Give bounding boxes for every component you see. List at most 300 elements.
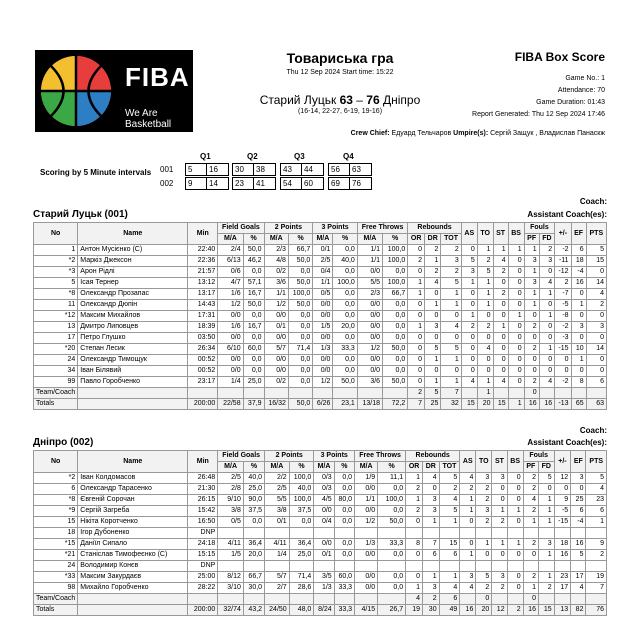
column-header: EF	[571, 223, 586, 245]
table-cell: 25,0	[243, 377, 264, 388]
table-cell: 2	[476, 583, 492, 594]
table-cell: 0/1	[314, 550, 334, 561]
table-cell: 0,0	[383, 311, 408, 322]
table-cell: 0	[586, 311, 606, 322]
table-cell: 100,0	[383, 278, 408, 289]
table-cell: 0,0	[378, 550, 406, 561]
table-cell: 0	[408, 267, 425, 278]
table-cell	[461, 388, 477, 399]
column-header: Rebounds	[408, 223, 462, 234]
table-cell: 4	[493, 377, 508, 388]
table-cell: 3	[461, 267, 477, 278]
table-cell: 1	[477, 300, 493, 311]
table-cell: 3	[423, 583, 440, 594]
table-cell: 0,0	[288, 322, 312, 333]
table-cell: 0	[523, 550, 538, 561]
player-row	[34, 528, 607, 539]
player-row	[34, 473, 607, 484]
table-cell: 0	[508, 366, 524, 377]
table-cell: 13:17	[188, 289, 218, 300]
table-cell: -3	[555, 333, 571, 344]
interval-score: 44	[302, 163, 324, 176]
table-cell: 3	[539, 256, 555, 267]
table-cell: 8/12	[218, 572, 244, 583]
interval-score: 54	[280, 177, 302, 190]
column-header: ST	[492, 451, 507, 473]
table-cell: 37,5	[243, 506, 264, 517]
table-cell: 18:39	[188, 322, 218, 333]
table-cell: Нікіта Коротченко	[78, 517, 188, 528]
column-header: No	[34, 223, 78, 245]
table-cell: 2	[524, 322, 539, 333]
table-cell: 0	[508, 344, 524, 355]
team-a-name: Старий Луцьк	[259, 93, 337, 107]
table-cell	[586, 561, 607, 572]
table-cell: 63	[586, 399, 606, 410]
table-cell: 1	[586, 517, 607, 528]
table-cell: 3	[460, 572, 476, 583]
interval-score: 30	[232, 163, 254, 176]
table-cell: 0	[441, 311, 461, 322]
table-cell: 2	[538, 583, 554, 594]
table-cell: 0	[493, 311, 508, 322]
table-cell: 6	[439, 594, 460, 605]
table-cell	[188, 388, 218, 399]
table-cell: 15:15	[188, 550, 218, 561]
table-cell: 4/8	[264, 256, 288, 267]
table-cell: 17	[554, 583, 571, 594]
table-cell: 0/5	[313, 289, 333, 300]
table-cell: *9	[34, 506, 78, 517]
table-cell: 0	[425, 333, 441, 344]
table-cell: 0,0	[333, 300, 357, 311]
table-cell: 6	[586, 506, 607, 517]
table-cell	[355, 561, 378, 572]
table-cell: 1	[507, 506, 523, 517]
table-cell	[265, 561, 290, 572]
table-cell: Петро Глушко	[78, 333, 188, 344]
table-cell: 0/0	[357, 300, 382, 311]
table-cell: 15	[461, 399, 477, 410]
table-cell: *20	[34, 344, 78, 355]
table-cell: 1	[406, 495, 423, 506]
table-cell: *21	[34, 550, 78, 561]
table-cell: 4	[539, 377, 555, 388]
table-cell: 1/1	[313, 278, 333, 289]
table-cell: 2/5	[218, 473, 244, 484]
table-cell: 17:31	[188, 311, 218, 322]
table-cell: 0,0	[333, 311, 357, 322]
table-cell	[378, 594, 406, 605]
table-cell: 0	[408, 300, 425, 311]
table-cell: 0/0	[264, 355, 288, 366]
table-cell	[492, 561, 507, 572]
table-cell: 03:50	[188, 333, 218, 344]
table-cell: 26,7	[378, 605, 406, 616]
column-header: Field Goals	[218, 451, 265, 462]
interval-score: 69	[328, 177, 350, 190]
table-cell: 5	[425, 388, 441, 399]
table-cell: 5	[538, 473, 554, 484]
table-cell	[476, 561, 492, 572]
table-cell: 3	[476, 473, 492, 484]
score-dash: –	[356, 93, 363, 107]
table-cell: 4	[477, 344, 493, 355]
table-cell: 1	[441, 300, 461, 311]
table-cell: 3	[538, 539, 554, 550]
table-cell: 1	[461, 311, 477, 322]
table-cell: 36,4	[243, 539, 264, 550]
player-row	[34, 267, 607, 278]
table-cell: 0,0	[334, 484, 354, 495]
team1-coach-label: Coach:	[579, 197, 607, 206]
column-header: Free Throws	[355, 451, 406, 462]
table-cell: 2	[493, 267, 508, 278]
quarter-score-box	[280, 163, 324, 176]
report-generated: Report Generated: Thu 12 Sep 2024 17:46	[472, 111, 605, 118]
column-header: PTS	[586, 451, 607, 473]
table-cell: Антон Мусієнко (С)	[78, 245, 188, 256]
column-header: PF	[523, 462, 538, 473]
table-cell: 2/5	[313, 256, 333, 267]
table-cell: 50,0	[288, 300, 312, 311]
logo-tagline: We Are Basketball	[125, 108, 172, 130]
table-cell	[492, 594, 507, 605]
table-cell: 0/0	[313, 311, 333, 322]
table-cell: -4	[571, 267, 586, 278]
table-cell: 4	[586, 484, 607, 495]
column-header: 2 Points	[264, 223, 313, 234]
table-cell	[476, 528, 492, 539]
table-cell: 0,0	[288, 377, 312, 388]
table-cell: 1	[571, 300, 586, 311]
table-cell: 50,0	[243, 300, 264, 311]
table-cell: -5	[555, 300, 571, 311]
table-cell	[507, 594, 523, 605]
table-cell: 0	[508, 300, 524, 311]
table-cell: 3	[586, 322, 606, 333]
table-cell: 2	[539, 245, 555, 256]
table-cell: 2	[507, 605, 523, 616]
table-cell: 6/26	[313, 399, 333, 410]
table-cell: *33	[34, 572, 78, 583]
table-cell: 65	[571, 399, 586, 410]
player-row	[34, 484, 607, 495]
table-cell: 1	[507, 539, 523, 550]
column-header: +/-	[555, 223, 571, 245]
table-cell: 0/2	[264, 377, 288, 388]
table-cell	[554, 528, 571, 539]
column-header: M/A	[314, 462, 334, 473]
table-cell: 3/8	[218, 506, 244, 517]
table-cell: 1	[408, 278, 425, 289]
quarter-score-box	[280, 177, 324, 190]
player-row	[34, 300, 607, 311]
column-header: 2 Points	[265, 451, 314, 462]
table-cell: 50,0	[378, 517, 406, 528]
table-cell: -15	[554, 517, 571, 528]
table-cell: 4	[439, 583, 460, 594]
table-cell: 4/15	[355, 605, 378, 616]
player-row	[34, 344, 607, 355]
table-cell: 50,0	[383, 377, 408, 388]
table-cell: 200:00	[188, 605, 218, 616]
table-cell	[243, 594, 264, 605]
table-cell: 23	[586, 495, 607, 506]
table-cell: 0	[539, 355, 555, 366]
table-cell: 19	[406, 605, 423, 616]
column-header: +/-	[554, 451, 571, 473]
table-cell: 1	[538, 495, 554, 506]
table-cell: 0/2	[264, 267, 288, 278]
table-cell: 3	[571, 473, 586, 484]
table-cell	[265, 594, 290, 605]
table-cell: 14	[586, 344, 606, 355]
table-cell: 100,0	[383, 245, 408, 256]
table-cell: 1	[523, 583, 538, 594]
table-cell: 1	[477, 377, 493, 388]
table-cell: 1	[425, 256, 441, 267]
player-row	[34, 256, 607, 267]
table-cell: 18	[34, 528, 78, 539]
table-cell: 0	[493, 300, 508, 311]
table-cell: 5	[34, 278, 78, 289]
table-cell: -15	[555, 344, 571, 355]
table-cell: 0	[571, 289, 586, 300]
table-cell: Олександр Тимощук	[78, 355, 188, 366]
table-cell: *12	[34, 311, 78, 322]
team-b-score: 76	[366, 93, 380, 107]
table-cell: 60,0	[243, 344, 264, 355]
table-cell: 0,0	[383, 333, 408, 344]
team2-assistant-label: Assistant Coach(es):	[527, 438, 607, 447]
table-cell: 0,0	[243, 333, 264, 344]
table-cell: Team/Coach	[34, 594, 78, 605]
table-cell: 1/5	[313, 322, 333, 333]
table-cell: Team/Coach	[34, 388, 78, 399]
table-cell: 15	[493, 399, 508, 410]
table-cell: 1/1	[264, 289, 288, 300]
team1-box-table	[33, 222, 607, 410]
table-cell: 2	[523, 473, 538, 484]
team2-coach-label: Coach:	[579, 426, 607, 435]
table-cell: 25:00	[188, 572, 218, 583]
table-cell: 0	[492, 495, 507, 506]
table-cell: 2/5	[265, 484, 290, 495]
table-cell: 24:18	[188, 539, 218, 550]
table-cell: 2	[523, 572, 538, 583]
table-cell	[313, 388, 333, 399]
table-cell: 2	[439, 484, 460, 495]
table-cell: *8	[34, 289, 78, 300]
table-cell: 1	[423, 572, 440, 583]
table-cell: 0	[425, 311, 441, 322]
table-cell: Totals	[34, 605, 78, 616]
table-cell: 1	[34, 245, 78, 256]
table-cell: 0,0	[288, 311, 312, 322]
table-cell: 16	[524, 399, 539, 410]
table-cell: 2	[441, 245, 461, 256]
table-cell: 4	[539, 278, 555, 289]
table-cell: 0,0	[383, 355, 408, 366]
table-cell: 3	[571, 322, 586, 333]
table-cell: 0	[493, 278, 508, 289]
table-cell: 20,0	[333, 322, 357, 333]
table-cell: 0	[539, 322, 555, 333]
table-cell: 0	[539, 366, 555, 377]
table-cell: 2	[425, 267, 441, 278]
table-cell: 30	[423, 605, 440, 616]
table-cell: 0,0	[333, 333, 357, 344]
table-cell: 1/1	[355, 495, 378, 506]
table-cell: 5	[571, 550, 586, 561]
table-cell: 2	[423, 594, 440, 605]
table-cell: 12	[554, 473, 571, 484]
table-cell: 16	[571, 539, 586, 550]
table-cell: 0,0	[288, 333, 312, 344]
table-cell	[243, 388, 264, 399]
column-header: DR	[425, 234, 441, 245]
table-cell: 2	[408, 256, 425, 267]
table-cell	[188, 594, 218, 605]
table-cell: 76	[586, 605, 607, 616]
table-cell: 2/3	[357, 289, 382, 300]
table-cell: 2/8	[218, 484, 244, 495]
player-row	[34, 495, 607, 506]
interval-score: 38	[254, 163, 276, 176]
table-cell	[333, 388, 357, 399]
table-cell: 0/0	[313, 366, 333, 377]
table-cell: 5/5	[357, 278, 382, 289]
table-cell: Маркіз Джексон	[78, 256, 188, 267]
player-row	[34, 572, 607, 583]
table-cell: -7	[555, 289, 571, 300]
column-header: M/A	[264, 234, 288, 245]
table-cell: 4/5	[314, 495, 334, 506]
table-cell: 5	[586, 245, 606, 256]
table-cell	[383, 388, 408, 399]
table-cell: 0	[423, 484, 440, 495]
table-cell: -2	[555, 322, 571, 333]
table-cell: 33,3	[333, 344, 357, 355]
table-cell: 0	[477, 355, 493, 366]
table-cell: 32/74	[218, 605, 244, 616]
column-header: FD	[539, 234, 555, 245]
table-cell: 0/0	[355, 484, 378, 495]
table-cell: Олександр Тарасенко	[78, 484, 188, 495]
table-cell: 1	[425, 377, 441, 388]
table-cell: 5	[441, 278, 461, 289]
table-cell	[78, 605, 188, 616]
table-cell: 0	[425, 366, 441, 377]
table-cell: 1	[523, 517, 538, 528]
column-header: M/A	[355, 462, 378, 473]
table-cell: DNP	[188, 528, 218, 539]
table-cell: 4	[493, 256, 508, 267]
table-cell	[460, 561, 476, 572]
column-header: 3 Points	[314, 451, 355, 462]
table-cell: *3	[34, 267, 78, 278]
table-cell	[78, 399, 188, 410]
table-cell: 5	[476, 572, 492, 583]
table-cell: 22/58	[218, 399, 243, 410]
table-cell: 0	[441, 366, 461, 377]
table-cell: 2	[523, 539, 538, 550]
table-cell: 57,1	[243, 278, 264, 289]
game-number: Game No.: 1	[565, 75, 605, 82]
table-cell: 2	[586, 550, 607, 561]
game-title: Товариська гра	[286, 50, 394, 66]
player-row	[34, 278, 607, 289]
column-header: %	[289, 462, 314, 473]
table-cell: 0/0	[355, 506, 378, 517]
table-cell: 1	[477, 388, 493, 399]
table-cell: 0,0	[288, 355, 312, 366]
column-header: M/A	[265, 462, 290, 473]
table-cell: 0,0	[243, 267, 264, 278]
table-cell: 2	[476, 517, 492, 528]
table-cell: 0	[508, 289, 524, 300]
table-cell	[554, 561, 571, 572]
table-cell: *2	[34, 256, 78, 267]
table-cell: 1/5	[218, 550, 244, 561]
column-header: Min	[188, 223, 218, 245]
table-cell: 0,0	[289, 517, 314, 528]
table-cell: 2/2	[265, 473, 290, 484]
table-cell: 1	[492, 506, 507, 517]
table-cell: 0	[507, 517, 523, 528]
column-header: PF	[524, 234, 539, 245]
table-cell: 4/11	[265, 539, 290, 550]
table-cell: 2	[460, 484, 476, 495]
table-cell: 25,0	[289, 550, 314, 561]
interval-score: 23	[232, 177, 254, 190]
table-cell: 100,0	[288, 289, 312, 300]
table-cell: 4	[460, 583, 476, 594]
table-cell: 0	[508, 267, 524, 278]
table-cell: 90,0	[243, 495, 264, 506]
table-cell: 00:52	[188, 366, 218, 377]
table-cell	[314, 594, 334, 605]
table-cell: 6	[586, 377, 606, 388]
table-cell	[571, 388, 586, 399]
table-cell: 0/0	[313, 300, 333, 311]
table-cell: 5	[439, 506, 460, 517]
table-cell: 0	[571, 366, 586, 377]
table-cell: 1	[425, 300, 441, 311]
table-cell	[355, 528, 378, 539]
table-cell: 0	[461, 355, 477, 366]
table-cell: 1	[508, 311, 524, 322]
column-header: %	[243, 462, 264, 473]
table-cell: 3	[423, 506, 440, 517]
table-cell: 50,0	[288, 256, 312, 267]
table-cell: 15:42	[188, 506, 218, 517]
table-cell: 6/10	[218, 344, 243, 355]
quarter-label-q1: Q1	[200, 152, 211, 161]
table-cell: 1	[460, 495, 476, 506]
table-cell: 23:17	[188, 377, 218, 388]
table-cell: 50,0	[383, 344, 408, 355]
table-cell: 98	[34, 583, 78, 594]
table-cell: 1	[441, 289, 461, 300]
table-cell: 2/7	[265, 583, 290, 594]
player-row	[34, 506, 607, 517]
table-cell: 13	[34, 322, 78, 333]
interval-score: 43	[280, 163, 302, 176]
table-cell: 0/0	[355, 583, 378, 594]
column-header: %	[288, 234, 312, 245]
